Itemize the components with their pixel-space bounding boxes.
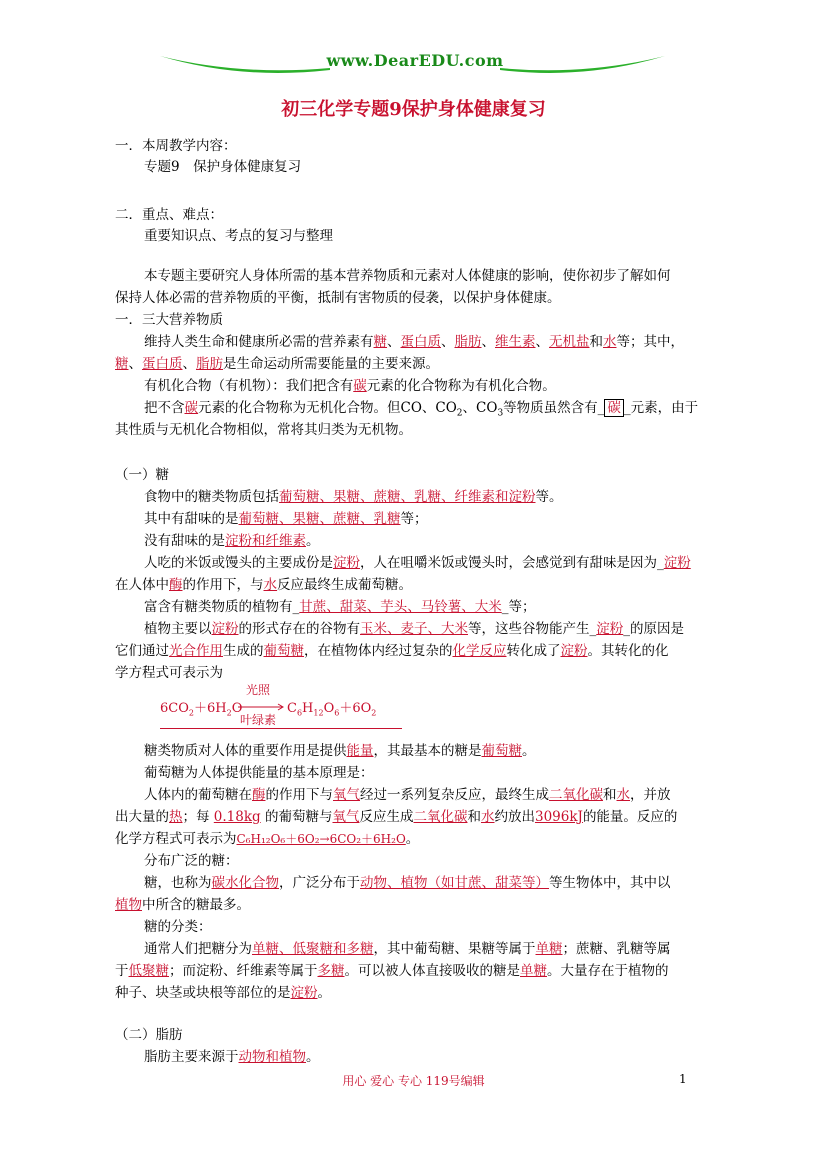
intro-line-1: 本专题主要研究人身体所需的基本营养物质和元素对人体健康的影响，使你初步了解如何 [144,268,671,284]
equation-products: $C_6H_{12}O_6+6O_2$ [287,701,377,718]
section-2-heading: 二．重点、难点： [115,207,223,223]
intro-line-2: 保持人体必需的营养物质的平衡，抵制有害物质的侵袭，以保护身体健康。 [115,290,561,306]
sugar-line-6: 富含有糖类物质的植物有_甘蔗、甜菜、芋头、马铃薯、大米_等； [144,599,536,615]
sugar-heading: （一）糖 [115,467,169,483]
sugar-line-1: 食物中的糖类物质包括葡萄糖、果糖、蔗糖、乳糖、纤维素和淀粉等。 [144,489,563,505]
energy-line-5: 化学方程式可表示为C₆H₁₂O₆＋6O₂→6CO₂＋6H₂O。 [115,831,420,847]
nutrients-line-2: 糖、蛋白质、脂肪是生命运动所需要能量的主要来源。 [115,356,439,372]
energy-line-11: 于低聚糖；而淀粉、纤维素等属于多糖。可以被人体直接吸收的糖是单糖。大量存在于植物的 [115,963,669,979]
sugar-line-3: 没有甜味的是淀粉和纤维素。 [144,533,320,549]
energy-line-7: 糖，也称为碳水化合物，广泛分布于动物、植物（如甘蔗、甜菜等）等生物体中，其中以 [144,875,671,891]
site-logo-text: www.DearEDU.com [326,51,504,70]
footer-text: 用心 爱心 专心 119号编辑 [342,1074,485,1088]
equation-reactants: $6CO_2+6H_2O$ [160,701,243,718]
energy-line-1: 糖类物质对人体的重要作用是提供能量，其最基本的糖是葡萄糖。 [144,743,536,759]
energy-line-8: 植物中所含的糖最多。 [115,897,250,913]
section-2-body: 重要知识点、考点的复习与整理 [144,228,333,244]
energy-line-6: 分布广泛的糖： [144,853,239,869]
fat-heading: （二）脂肪 [115,1027,183,1043]
answer-box: 碳 [604,399,624,417]
equation-arrow-icon [238,702,286,712]
energy-line-3: 人体内的葡萄糖在酶的作用下与氧气经过一系列复杂反应，最终生成二氧化碳和水，并放 [144,787,671,803]
inorganic-line-1: 把不含碳元素的化合物称为无机化合物。但CO、$CO_2$、$CO_3$等物质虽然含有_ 碳 _元素，由于 [144,400,699,419]
sugar-line-5: 在人体中酶的作用下，与水反应最终生成葡萄糖。 [115,577,412,593]
sugar-line-2: 其中有甜味的是葡萄糖、果糖、蔗糖、乳糖等； [144,511,428,527]
section-1-heading: 一．本周教学内容： [115,138,237,154]
page-number: 1 [679,1072,687,1086]
equation-condition-top: 光照 [246,683,271,697]
sugar-line-9: 学方程式可表示为 [115,665,223,681]
energy-line-2: 葡萄糖为人体提供能量的基本原理是： [144,765,374,781]
sugar-line-7: 植物主要以淀粉的形式存在的谷物有玉米、麦子、大米等，这些谷物能产生_淀粉_的原因是 [144,621,684,637]
page-title: 初三化学专题9保护身体健康复习 [281,99,546,120]
energy-line-12: 种子、块茎或块根等部位的是淀粉。 [115,985,331,1001]
equation-condition-bottom: 叶绿素 [240,713,277,727]
nutrients-line-1: 维持人类生命和健康所必需的营养素有糖、蛋白质、脂肪、维生素、无机盐和水等；其中， [144,334,684,350]
energy-line-4: 出大量的热；每 0.18kg 的葡萄糖与氧气反应生成二氧化碳和水约放出3096kJ的能量。反应的 [115,809,678,825]
photosynthesis-equation [160,683,405,731]
fat-line-1: 脂肪主要来源于动物和植物。 [144,1049,320,1065]
section-3-heading: 一．三大营养物质 [115,312,223,328]
sugar-line-8: 它们通过光合作用生成的葡萄糖，在植物体内经过复杂的化学反应转化成了淀粉。其转化的化 [115,643,669,659]
section-1-body: 专题9 保护身体健康复习 [144,159,302,175]
energy-line-9: 糖的分类： [144,919,212,935]
energy-line-10: 通常人们把糖分为单糖、低聚糖和多糖，其中葡萄糖、果糖等属于单糖；蔗糖、乳糖等属 [144,941,671,957]
organic-definition: 有机化合物（有机物）：我们把含有碳元素的化合物称为有机化合物。 [144,378,556,394]
sugar-line-4: 人吃的米饭或馒头的主要成份是淀粉，人在咀嚼米饭或馒头时，会感觉到有甜味是因为_淀粉 [144,555,691,571]
inorganic-line-2: 其性质与无机化合物相似，常将其归类为无机物。 [115,422,412,438]
equation-underline [160,728,402,729]
